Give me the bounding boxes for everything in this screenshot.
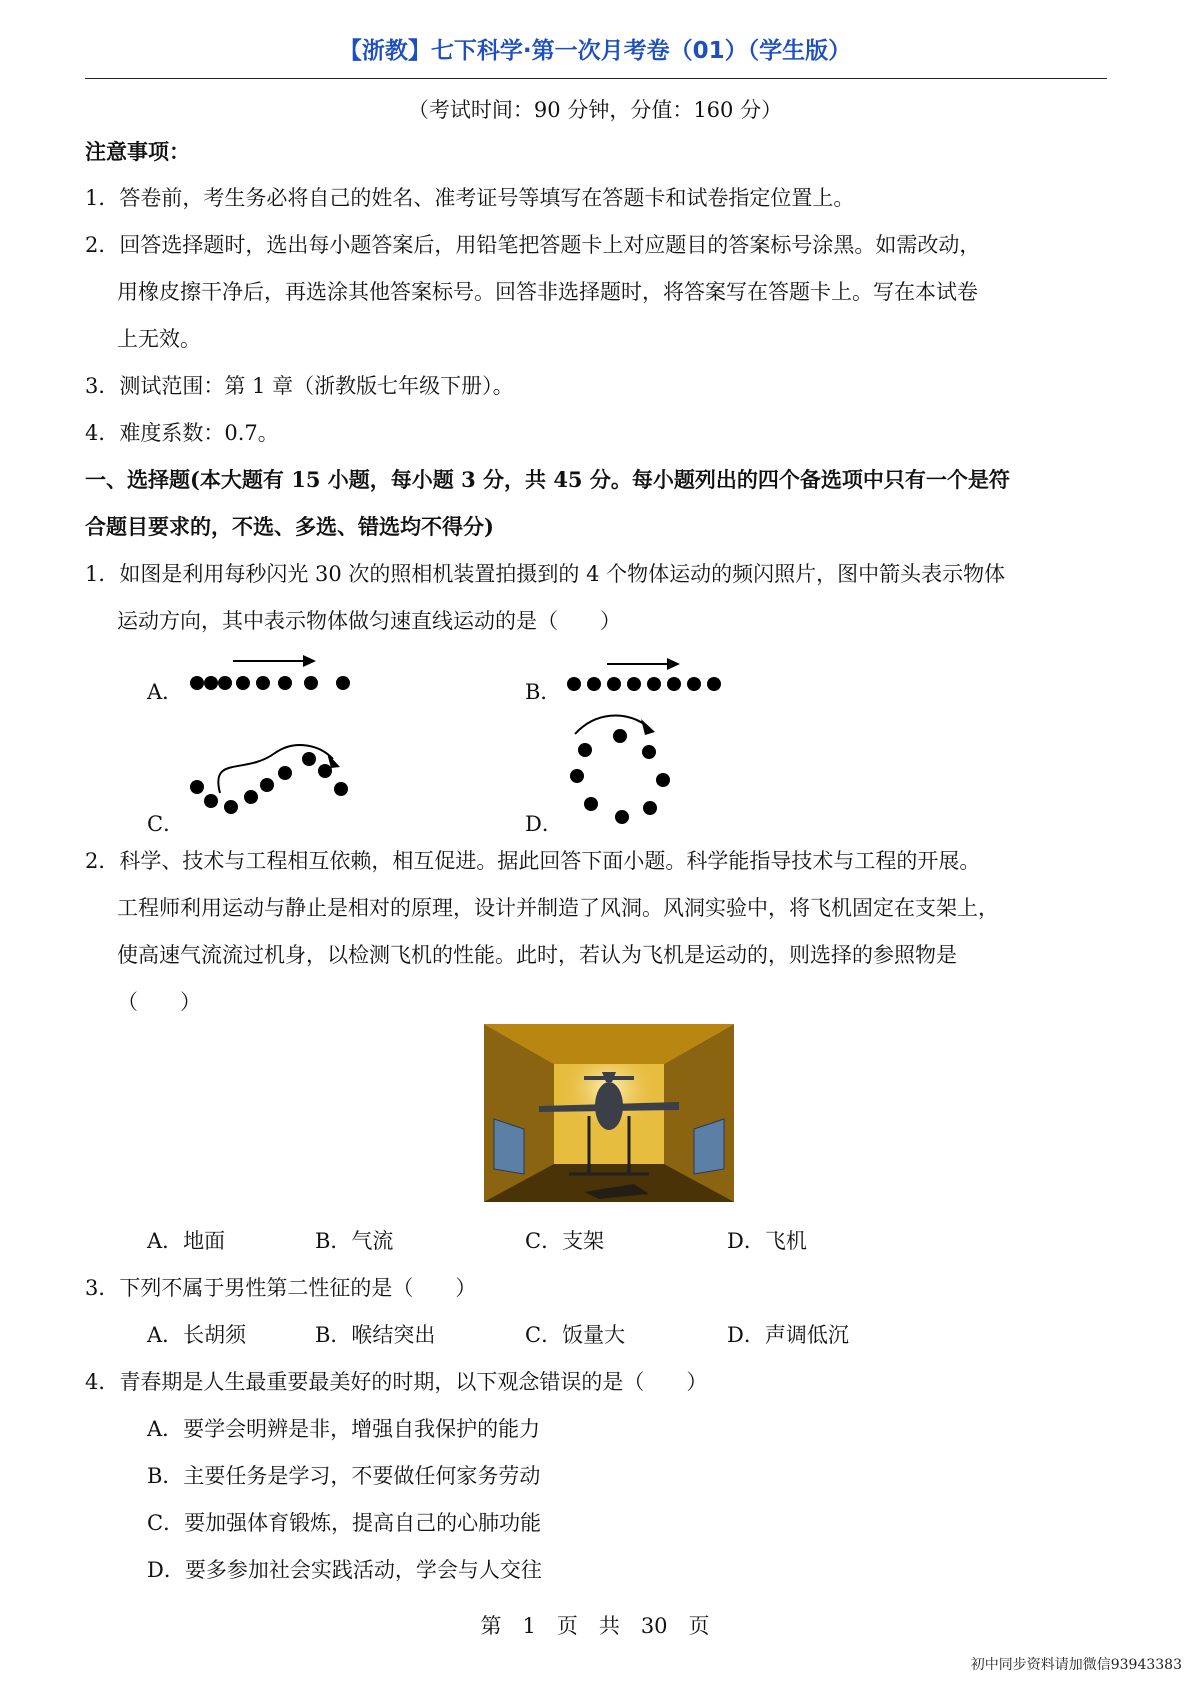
question-2-stem: 工程师利用运动与静止是相对的原理，设计并制造了风洞。风洞实验中，将飞机固定在支架上， [117, 896, 999, 920]
q1-figure-b [562, 650, 732, 700]
question-2-stem: 2．科学、技术与工程相互依赖，相互促进。据此回答下面小题。科学能指导技术与工程的开展。 [85, 849, 981, 873]
question-3-stem: 3．下列不属于男性第二性征的是（ ） [85, 1276, 477, 1300]
q1-option-a-label: A． [147, 680, 184, 704]
q4-option-c: C．要加强体育锻炼，提高自己的心肺功能 [147, 1511, 542, 1535]
page-title: 【浙教】七下科学·第一次月考卷（01）（学生版） [338, 38, 852, 64]
q2-option-c: C．支架 [525, 1229, 605, 1253]
section-heading: 一、选择题(本大题有 15 小题，每小题 3 分，共 45 分。每小题列出的四个备选项中只有一个是符 [85, 467, 1010, 492]
q4-option-b: B．主要任务是学习，不要做任何家务劳动 [147, 1464, 541, 1488]
header-divider [85, 78, 1107, 79]
q1-option-d-label: D． [525, 812, 563, 836]
arrow-right-icon [607, 658, 680, 670]
dot-circle [570, 729, 670, 824]
page-number: 第 1 页 共 30 页 [480, 1614, 710, 1638]
arrow-right-icon [233, 655, 316, 667]
q4-option-a: A．要学会明辨是非，增强自我保护的能力 [147, 1417, 541, 1441]
q3-option-a: A．长胡须 [147, 1323, 247, 1347]
notes-item: 2．回答选择题时，选出每小题答案后，用铅笔把答题卡上对应题目的答案标号涂黑。如需改动， [85, 233, 981, 257]
q3-option-d: D．声调低沉 [727, 1323, 849, 1347]
question-2-stem: 使高速气流流过机身，以检测飞机的性能。此时，若认为飞机是运动的，则选择的参照物是 [117, 943, 957, 967]
q1-figure-d [565, 712, 685, 827]
question-1-stem: 1．如图是利用每秒闪光 30 次的照相机装置拍摄到的 4 个物体运动的频闪照片，图中箭头表示物体 [85, 562, 1006, 586]
dot-row [190, 676, 350, 690]
notes-item: 1．答卷前，考生务必将自己的姓名、准考证号等填写在答题卡和试卷指定位置上。 [85, 186, 855, 210]
notes-item: 上无效。 [117, 327, 201, 351]
q3-option-c: C．饭量大 [525, 1323, 626, 1347]
question-2-stem: （ ） [117, 990, 201, 1014]
watermark-text: 初中同步资料请加微信93943383 [970, 1657, 1182, 1673]
q2-option-b: B．气流 [315, 1229, 394, 1253]
q2-option-a: A．地面 [147, 1229, 226, 1253]
q1-figure-c [185, 735, 360, 825]
dot-row [567, 677, 721, 691]
q3-option-b: B．喉结突出 [315, 1323, 436, 1347]
notes-item: 3．测试范围：第 1 章（浙教版七年级下册）。 [85, 374, 514, 398]
notes-heading: 注意事项： [85, 139, 190, 164]
question-4-stem: 4．青春期是人生最重要最美好的时期，以下观念错误的是（ ） [85, 1370, 708, 1394]
q4-option-d: D．要多参加社会实践活动，学会与人交往 [147, 1558, 542, 1582]
dot-path [190, 752, 348, 814]
q1-option-c-label: C． [147, 812, 185, 836]
q2-option-d: D．飞机 [727, 1229, 807, 1253]
wind-tunnel-photo [484, 1024, 734, 1202]
question-1-stem: 运动方向，其中表示物体做匀速直线运动的是（ ） [117, 609, 621, 633]
section-heading: 合题目要求的，不选、多选、错选均不得分) [85, 514, 494, 539]
notes-item: 用橡皮擦干净后，再选涂其他答案标号。回答非选择题时，将答案写在答题卡上。写在本试卷 [117, 280, 978, 304]
q1-option-b-label: B． [525, 680, 562, 704]
notes-item: 4．难度系数：0.7。 [85, 421, 279, 445]
exam-info: （考试时间：90 分钟，分值：160 分） [407, 98, 783, 122]
q1-figure-a [185, 650, 360, 700]
